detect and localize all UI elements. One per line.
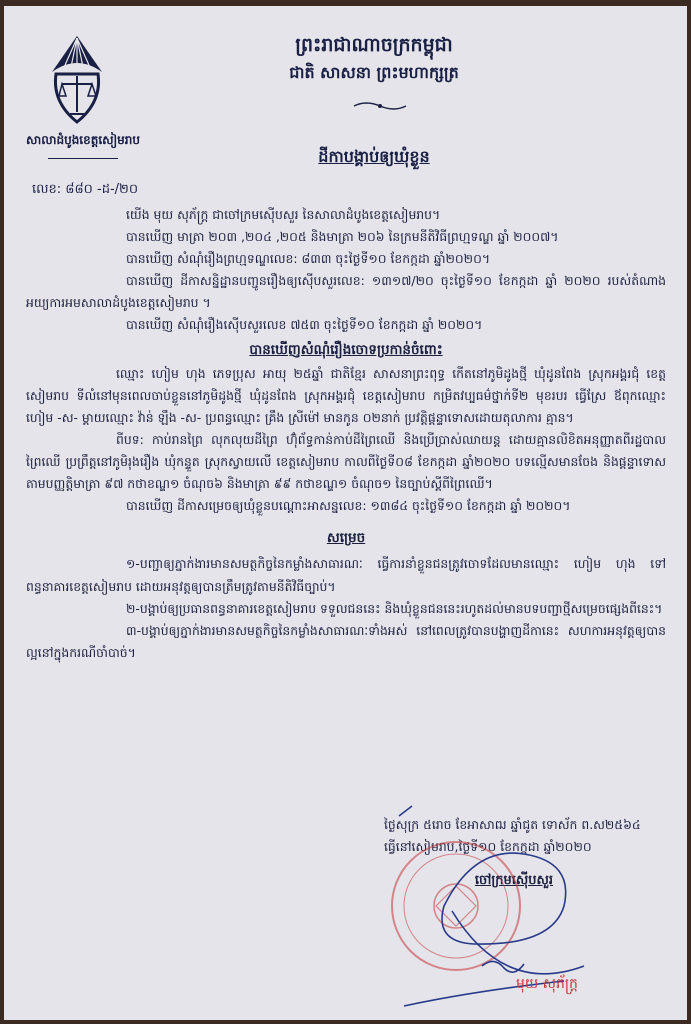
lunar-date: ថ្ងៃសុក្រ ៥រោច ខែអាសាឍ ឆ្នាំជូត ទោស័ក ព.ស២៥៦៤: [384, 817, 641, 832]
reference-number: លេខ: ៨៨០ -ដ-/២០: [32, 182, 139, 197]
decision-heading: សម្រេច: [326, 530, 366, 547]
court-emblem-icon: [42, 32, 112, 126]
decision-item: ២-បង្គាប់ឲ្យប្រធានពន្ធនាគារខេត្តសៀមរាប ទទួលជននេះ និងឃុំខ្លួនជននេះរហូតដល់មានបទបញ្ជាថ្មីសម្រេចផ្សេងពីនេះ។: [126, 600, 663, 616]
place-and-date: ធ្វើនៅសៀមរាប,ថ្ងៃទី១០ ខែកក្កដា ឆ្នាំ២០២០: [384, 839, 592, 854]
ornament-divider-icon: [352, 100, 408, 112]
court-name: សាលាដំបូងខេត្តសៀមរាប: [25, 133, 141, 147]
date-block: [384, 814, 654, 858]
national-motto: ជាតិ សាសនា ព្រះមហាក្សត្រ: [289, 63, 459, 82]
body-paragraph: បានឃើញ ដីកាសម្រេចឲ្យឃុំខ្លួនបណ្ដោះអាសន្នលេខ: ១៣៨៤ ចុះថ្ងៃទី១០ ខែកក្កដា ឆ្នាំ ២០២០។: [126, 498, 571, 514]
decision-item: ១-បញ្ជាឲ្យភ្នាក់ងារមានសមត្ថកិច្ចនៃកម្លាំងសាធារណៈ ធ្វើការនាំខ្លួនជនត្រូវចោទដែលមានឈ្មោះ ហៀម ហុង ទៅពន្ធនាគារខេត្តសៀមរាប ដោយអនុវត្តឲ្យបានត្រឹមត្រូវតាមនីតិវិធីច្បាប់។: [26, 556, 666, 594]
kingdom-heading: ព្រះរាជាណាចក្រកម្ពុជា: [295, 34, 453, 56]
body-paragraph: បានឃើញ ដីកាសន្និដ្ឋានបញ្ជូនរឿងឲ្យស៊ើបសួរលេខ: ១៣១៧/២០ ចុះថ្ងៃទី១០ ខែកក្កដា ឆ្នាំ ២០២០ របស់តំណាងអយ្យការអមសាលាដំបូងខេត្តសៀមរាប ។: [26, 273, 666, 311]
court-name-rule: [48, 158, 118, 159]
body-paragraph: ពីបទ: កាប់រានព្រៃ លុកលុយដីព្រៃ ហ៊ុំព័ទ្ធកាន់កាប់ដីព្រៃឈើ និងប្រើប្រាស់ឈាយន្ត ដោយគ្មានលិខិតអនុញ្ញាតពីរដ្ឋបាលព្រៃឈើ ប្រព្រឹត្តនៅភូមិរុងរឿង ឃុំកន្ទួត ស្រុកស្វាយលើ ខេត្តសៀមរាប កាលពីថ្ងៃទី០៨ ខែកក្កដា ឆ្នាំ២០២០ បទល្មើសមានចែង និងផ្ដន្ទាទោសតាមបញ្ញត្តិមាត្រា ៩៧ កថាខណ្ឌ១ ចំណុច៦ និងមាត្រា ៩៩ កថាខណ្ឌ១ ចំណុច១ នៃច្បាប់ស្ដីពីព្រៃឈើ។: [26, 431, 666, 492]
document-page: [4, 6, 687, 1020]
body-paragraph: យើង មុយ សុភ័ក្ត្រ ជាចៅក្រមស៊ើបសួរ នៃសាលាដំបូងខេត្តសៀមរាប។: [126, 207, 441, 222]
signer-name: មុយ សុភ័ក្ត្រ: [516, 976, 578, 992]
document-title: ដីកាបង្គាប់ឲ្យឃុំខ្លួន: [318, 147, 430, 166]
body-paragraph: បានឃើញ មាត្រា ២០៣ ,២០៤ ,២០៥ និងមាត្រា ២០៦ នៃក្រមនីតិវិធីព្រហ្មទណ្ឌ ឆ្នាំ ២០០៧។: [126, 229, 559, 245]
body-paragraph: បានឃើញ សំណុំរឿងស៊ើបសួរលេខ ៧៥៣ ចុះថ្ងៃទី១០ ខែកក្កដា ឆ្នាំ ២០២០។: [126, 317, 483, 333]
section-heading: បានឃើញសំណុំរឿងចោទប្រកាន់ចំពោះ: [249, 341, 443, 358]
body-paragraph: បានឃើញ សំណុំរឿងព្រហ្មទណ្ឌលេខ: ៨៣៣ ចុះថ្ងៃទី១០ ខែកក្កដា ឆ្នាំ២០២០។: [126, 251, 491, 267]
decision-item: ៣-បង្គាប់ឲ្យភ្នាក់ងារមានសមត្ថកិច្ចនៃកម្លាំងសាធារណៈទាំងអស់ នៅពេលត្រូវបានបង្ហាញដីកានេះ សហការអនុវត្តឲ្យបានល្អនៅក្នុងករណីចាំបាច់។: [26, 622, 666, 660]
document-body: [26, 204, 666, 664]
body-paragraph: ឈ្មោះ ហៀម ហុង ភេទប្រុស អាយុ ២៥ឆ្នាំ ជាតិខ្មែរ សាសនាព្រះពុទ្ធ កើតនៅភូមិដូងថ្មី ឃុំដូនពែង ស្រុកអង្គរជុំ ខេត្តសៀមរាប ទីលំនៅមុនពេលចាប់ខ្លួននៅភូមិដូងថ្មី ឃុំដូនពែង ស្រុកអង្គរជុំ ខេត្តសៀមរាប កម្រិតវប្បធម៌ថ្នាក់ទី២ មុខរបរ ធ្វើស្រែ ឪពុកឈ្មោះ ហៀម -ស- ម្ដាយឈ្មោះ វ៉ាន់ ឡឹង -ស- ប្រពន្ធឈ្មោះ គ្រឹង ស្រីម៉ៅ មានកូន ០២នាក់ ប្រវត្តិផ្ដន្ទាទោសដោយតុលាការ គ្មាន។: [26, 365, 666, 425]
signer-title: ចៅក្រមស៊ើបសួរ: [474, 873, 554, 888]
